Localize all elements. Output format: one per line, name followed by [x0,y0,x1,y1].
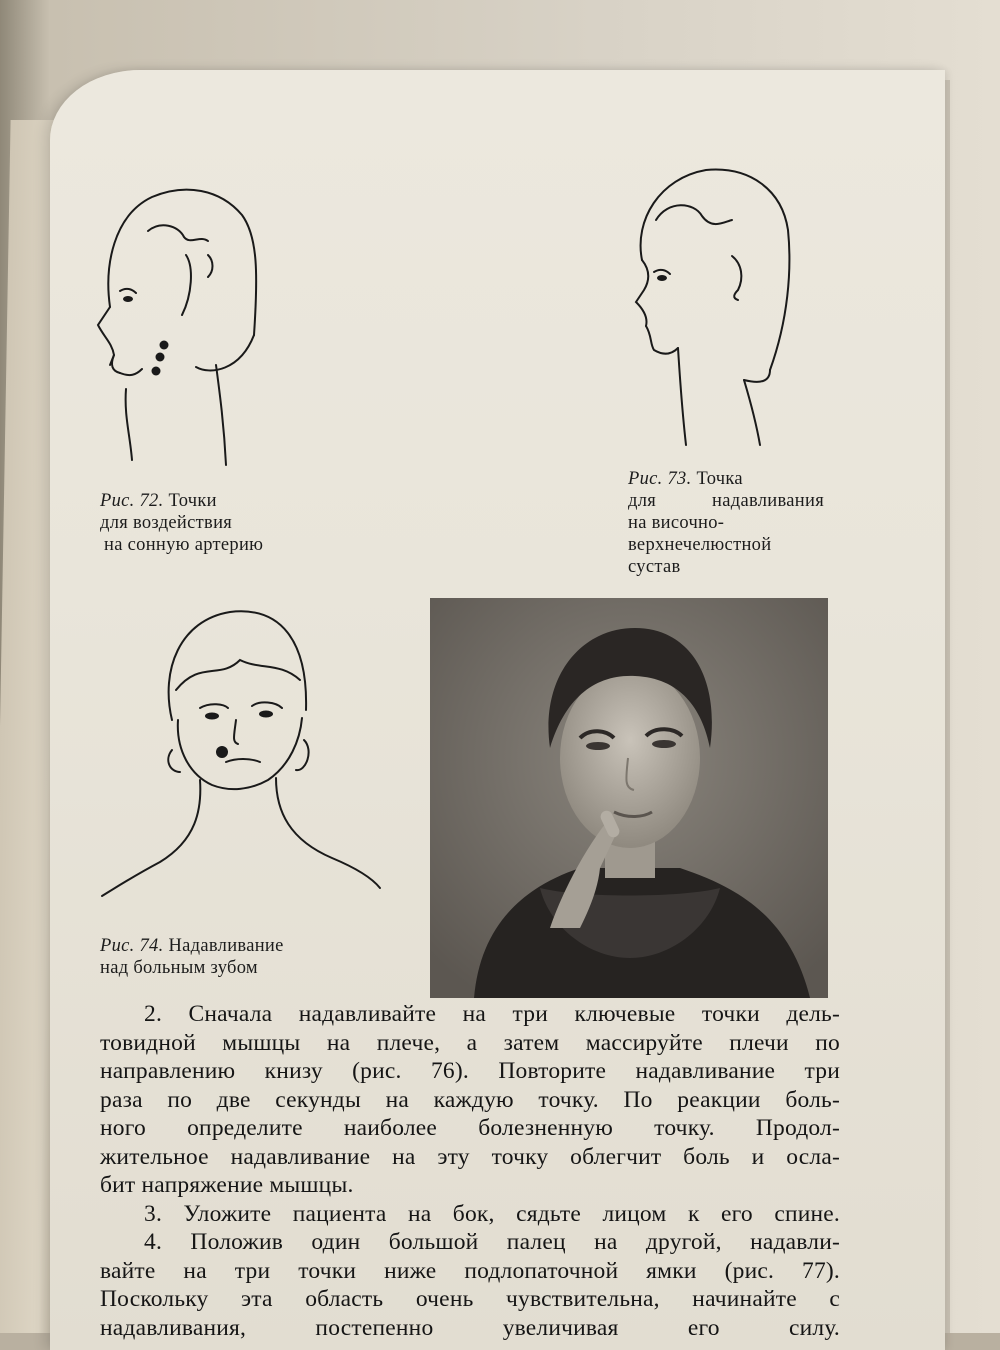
body-line-11: Поскольку эта область очень чувствительна, начинайте с [100,1286,840,1312]
figure-74-title: Надавливание [168,936,284,956]
figure-73-caption [628,468,824,578]
body-line-3: направлению книзу (рис. 76). Повторите надавливание три [100,1058,840,1084]
body-line-12: надавливания, постепенно увеличивая его силу. [100,1314,840,1341]
figure-73-line-4: верхнечелюстной [628,535,772,555]
figure-72-caption [100,490,263,556]
body-line-8: 3. Уложите пациента на бок, сядьте лицом к его спине. [144,1200,840,1227]
figure-74-illustration [100,600,390,910]
body-line-2: товидной мышцы на плече, а затем массируйте плечи по [100,1029,840,1056]
figure-73-line-2: для надавливания [628,491,824,511]
figure-74-photo [430,598,828,998]
figure-72-label: Рис. 72. [100,491,164,511]
figure-72-line-3: на сонную артерию [104,535,264,555]
body-line-5: ного определите наиболее болезненную точку. Продол- [100,1115,840,1141]
figure-73-label: Рис. 73. [628,469,692,489]
figure-72-title: Точки [168,491,217,511]
body-text [100,1000,840,1342]
figure-72-line-2: для воздействия [100,513,233,533]
body-line-9: 4. Положив один большой палец на другой, надавли- [144,1229,840,1255]
figure-74-line-2: над больным зубом [100,958,258,978]
body-line-4: раза по две секунды на каждую точку. По реакции боль- [100,1086,840,1113]
figure-72-illustration [90,175,270,475]
figure-74-label: Рис. 74. [100,936,164,956]
body-line-10: вайте на три точки ниже подлопаточной ямки (рис. 77). [100,1257,840,1284]
body-line-7: бит напряжение мышцы. [100,1172,354,1198]
body-line-1: 2. Сначала надавливайте на три ключевые точки дель- [144,1001,840,1027]
figure-74-caption [100,935,284,979]
body-line-6: жительное надавливание на эту точку облегчит боль и осла- [100,1143,840,1170]
figure-73-line-3: на височно- [628,513,725,533]
figure-73-title: Точка [696,469,743,489]
figure-73-line-5: сустав [628,557,681,577]
figure-73-illustration [620,160,800,450]
